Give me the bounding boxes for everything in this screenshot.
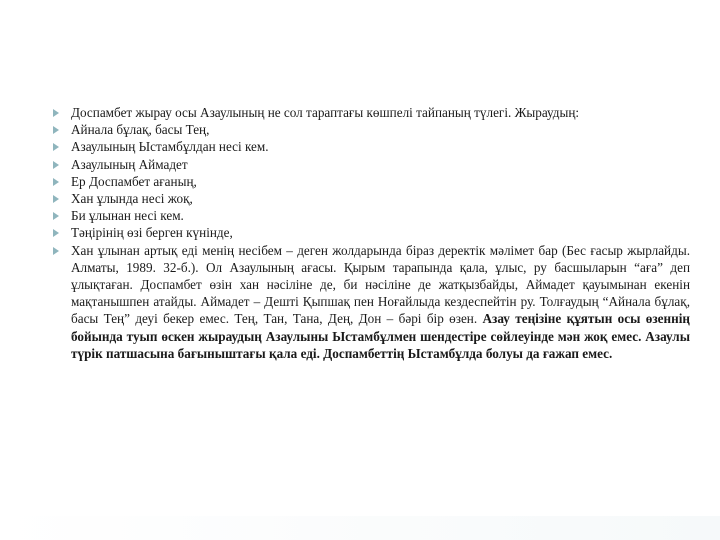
bullet-bold-text: Азау теңізіне құятын осы өзеннің бойында туып өскен жыраудың Азаулыны Ыстамбұлмен шендестіре сөйлеуінде мән жоқ емес. Азаулы түрік патшасына бағыныштағы қала еді. Доспамбеттің Ыстамбұлда болуы да ғажап емес.	[71, 311, 690, 361]
bullet-item	[50, 242, 690, 362]
bullet-text: Хан ұлынан артық еді менің несібем – деген жолдарында біраз деректік мәлімет бар (Бес ғасыр жырлайды. Алматы, 1989. 32-б.). Ол Азаулының ағасы. Қырым тарапында қала, ұлыс, ру басшыларын “аға” деп ұлықтаған. Доспамбет өзін хан нәсіліне де, би нәсіліне де жатқызбайды, Аймадет қауымынан екенін мақтанышпен атайды. Аймадет – Дешті Қыпшақ пен Ноғайлыда кездеспейтін ру. Толғаудың “Айнала бұлақ, басы Тең” деуі бекер емес. Тең, Тан, Тана, Дең, Дон – бәрі бір өзен.	[71, 242, 690, 327]
bullet-text: Доспамбет жырау осы Азаулының не сол тараптағы көшпелі тайпаның түлегі. Жыраудың:	[71, 105, 580, 120]
bullet-text: Тәңірінің өзі берген күнінде,	[71, 225, 233, 241]
triangle-bullet-icon	[53, 247, 59, 255]
background-decoration	[0, 516, 720, 540]
bullet-text: Би ұлынан несі кем.	[71, 208, 184, 224]
triangle-bullet-icon	[53, 143, 59, 151]
bullet-text: Хан ұлында несі жоқ,	[71, 191, 193, 207]
bullet-item	[50, 224, 690, 241]
bullet-item	[50, 173, 690, 190]
triangle-bullet-icon	[53, 126, 59, 134]
bullet-item	[50, 104, 690, 121]
triangle-bullet-icon	[53, 109, 59, 117]
triangle-bullet-icon	[53, 229, 59, 237]
bullet-item	[50, 207, 690, 224]
bullet-list	[50, 104, 690, 362]
bullet-text: Азаулының Аймадет	[71, 156, 188, 172]
bullet-item	[50, 190, 690, 207]
bullet-item	[50, 138, 690, 155]
triangle-bullet-icon	[53, 195, 59, 203]
triangle-bullet-icon	[53, 161, 59, 169]
triangle-bullet-icon	[53, 212, 59, 220]
bullet-text: Айнала бұлақ, басы Тең,	[71, 122, 210, 138]
bullet-item	[50, 121, 690, 138]
bullet-item	[50, 156, 690, 173]
bullet-text: Азаулының Ыстамбұлдан несі кем.	[71, 139, 269, 155]
triangle-bullet-icon	[53, 178, 59, 186]
bullet-text: Ер Доспамбет ағаның,	[71, 173, 197, 189]
